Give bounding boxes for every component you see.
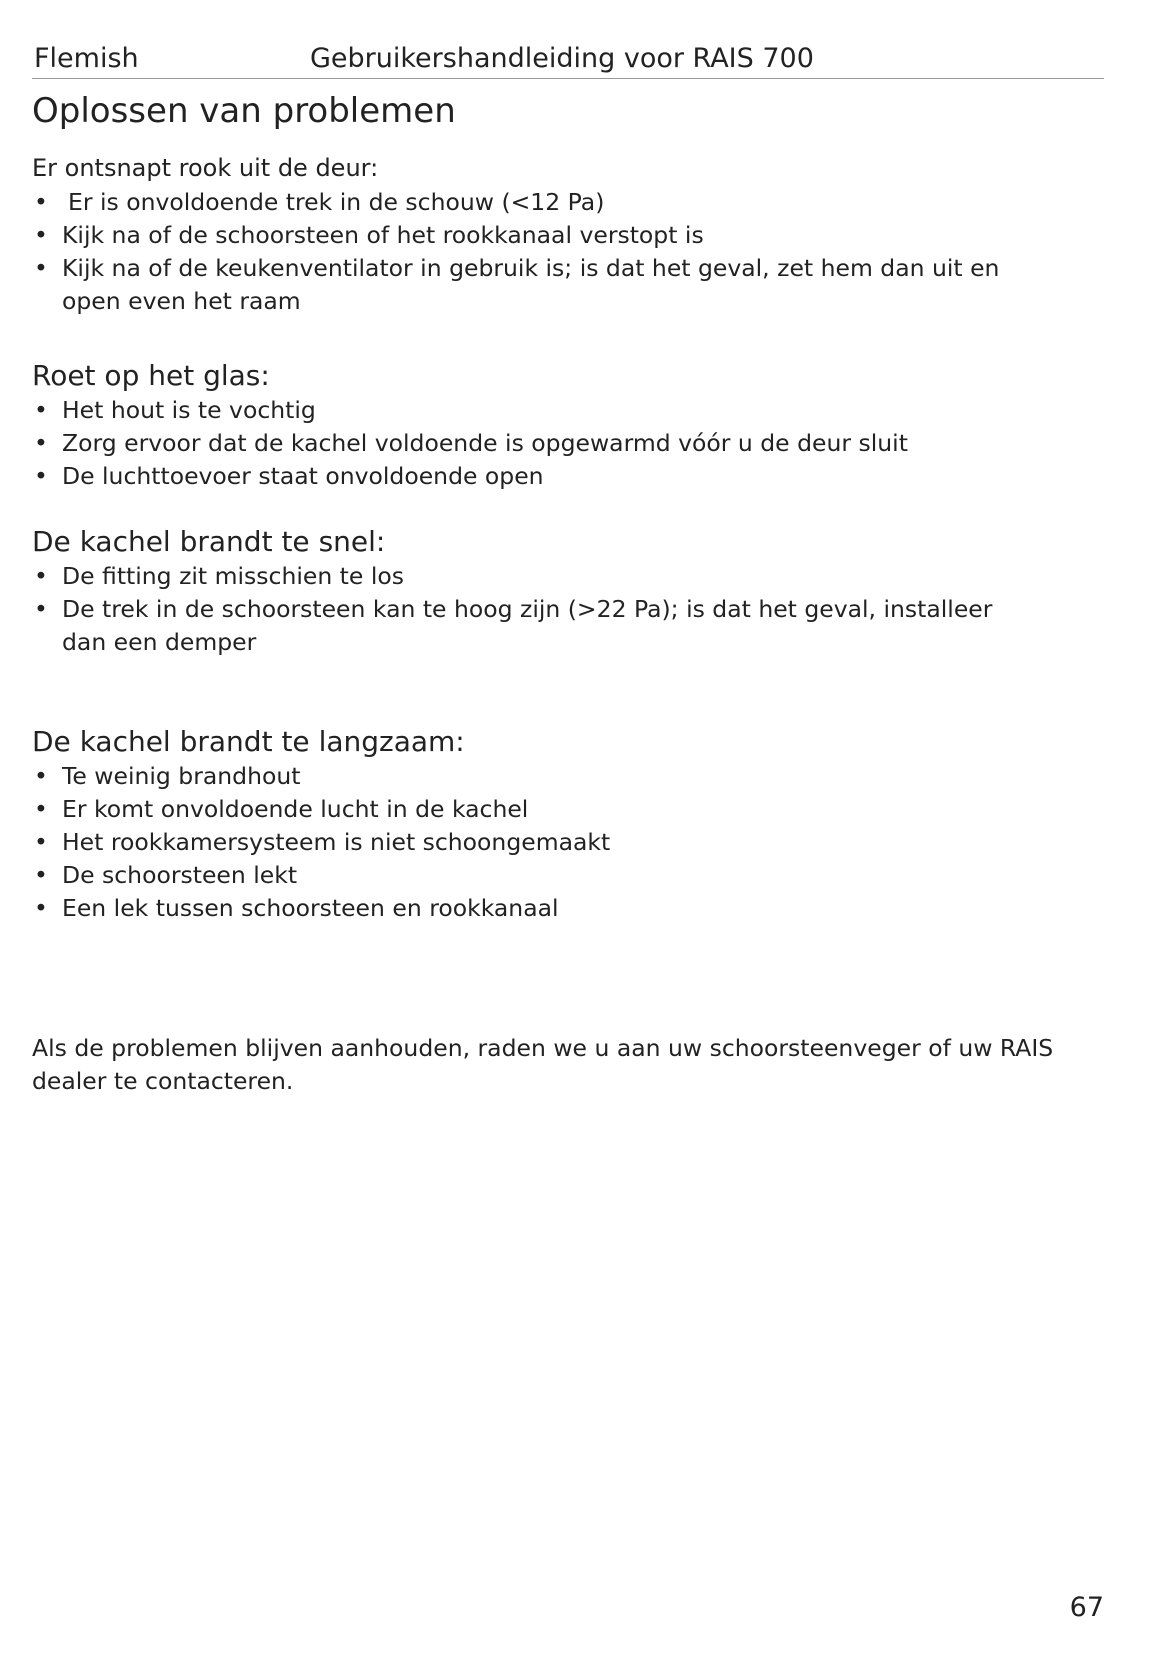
section-title: De kachel brandt te langzaam: [32, 725, 465, 758]
page-number: 67 [1069, 1592, 1104, 1623]
list-item-text: Er komt onvoldoende lucht in de kachel [62, 795, 529, 823]
list-item-text: De fitting zit misschien te los [62, 562, 404, 590]
list-item-text: Een lek tussen schoorsteen en rookkanaal [62, 894, 559, 922]
bullet-list [32, 760, 1112, 925]
list-item-text: Er is onvoldoende trek in de schouw (<12 Pa) [68, 188, 605, 216]
section-burns-too-fast [32, 524, 1112, 659]
section-title: Roet op het glas: [32, 359, 270, 392]
list-item [32, 460, 1112, 493]
list-item [32, 826, 1112, 859]
bullet-icon: • [34, 221, 48, 249]
section-smoke-escapes [32, 150, 1112, 318]
bullet-icon: • [34, 762, 48, 790]
list-item-text: Zorg ervoor dat de kachel voldoende is opgewarmd vóór u de deur sluit [62, 429, 908, 457]
bullet-list [32, 394, 1112, 493]
bullet-icon: • [34, 396, 48, 424]
page-header [32, 40, 1104, 79]
bullet-list [32, 560, 1112, 659]
list-item [32, 219, 1112, 252]
section-title: Er ontsnapt rook uit de deur: [32, 154, 379, 182]
list-item-text: De trek in de schoorsteen kan te hoog zijn (>22 Pa); is dat het geval, installeer dan een demper [62, 595, 993, 656]
bullet-icon: • [34, 188, 48, 216]
section-soot-on-glass [32, 358, 1112, 493]
bullet-icon: • [34, 462, 48, 490]
bullet-icon: • [34, 828, 48, 856]
section-burns-too-slow [32, 724, 1112, 925]
list-item [32, 892, 1112, 925]
bullet-icon: • [34, 595, 48, 623]
bullet-icon: • [34, 894, 48, 922]
list-item-text: Kijk na of de keukenventilator in gebruik is; is dat het geval, zet hem dan uit en open even het raam [62, 254, 1000, 315]
header-manual-title: Gebruikershandleiding voor RAIS 700 [310, 43, 814, 74]
list-item [32, 593, 1022, 659]
section-title: De kachel brandt te snel: [32, 525, 386, 558]
bullet-icon: • [34, 562, 48, 590]
list-item [32, 793, 1112, 826]
closing-paragraph: Als de problemen blijven aanhouden, raden we u aan uw schoorsteenveger of uw RAIS dealer te contacteren. [32, 1034, 1054, 1095]
list-item [32, 186, 1112, 219]
page-title: Oplossen van problemen [32, 91, 456, 131]
list-item-text: Het rookkamersysteem is niet schoongemaakt [62, 828, 611, 856]
header-language: Flemish [34, 43, 139, 74]
list-item-text: Het hout is te vochtig [62, 396, 316, 424]
bullet-icon: • [34, 254, 48, 282]
list-item-text: Kijk na of de schoorsteen of het rookkanaal verstopt is [62, 221, 704, 249]
bullet-icon: • [34, 429, 48, 457]
list-item [32, 427, 1112, 460]
list-item [32, 252, 1022, 318]
list-item-text: Te weinig brandhout [62, 762, 301, 790]
list-item-text: De schoorsteen lekt [62, 861, 298, 889]
list-item [32, 760, 1112, 793]
bullet-icon: • [34, 861, 48, 889]
list-item [32, 859, 1112, 892]
list-item-text: De luchttoevoer staat onvoldoende open [62, 462, 544, 490]
list-item [32, 560, 1112, 593]
list-item [32, 394, 1112, 427]
bullet-list [32, 186, 1112, 318]
bullet-icon: • [34, 795, 48, 823]
